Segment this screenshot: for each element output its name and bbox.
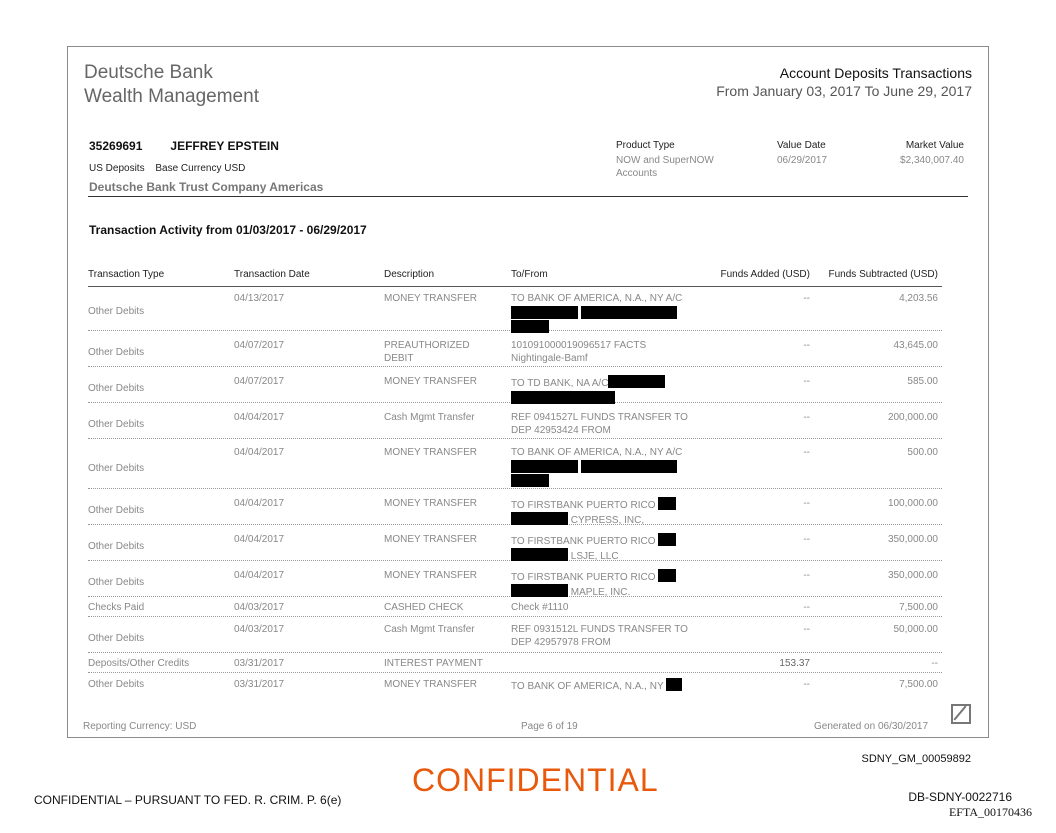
activity-heading	[89, 223, 367, 237]
redaction-block	[511, 460, 711, 473]
cell-type: Other Debits	[88, 463, 145, 474]
table-row	[88, 673, 942, 695]
table-row	[88, 367, 942, 403]
cell-type: Checks Paid	[88, 602, 145, 613]
cell-description: MONEY TRANSFER	[384, 376, 477, 387]
product-type-value	[616, 154, 714, 180]
cell-to-from	[511, 411, 711, 437]
cell-funds-subtracted: 350,000.00	[887, 534, 938, 545]
currency-value: USD	[224, 163, 246, 174]
cell-date: 04/07/2017	[234, 340, 285, 351]
activity-prefix: Transaction Activity from	[89, 223, 233, 237]
account-subline	[89, 163, 245, 174]
redaction-block	[666, 678, 682, 691]
product-type-label: Product Type	[616, 140, 675, 151]
cell-description: Cash Mgmt Transfer	[384, 624, 475, 635]
table-row	[88, 525, 942, 561]
brand-line-1: Deutsche Bank	[84, 62, 213, 83]
cell-funds-added: --	[803, 412, 810, 423]
cell-funds-subtracted: 200,000.00	[887, 412, 938, 423]
product-type-line-1: NOW and SuperNOW	[616, 155, 714, 166]
cell-type: Other Debits	[88, 505, 145, 516]
cell-funds-subtracted: 7,500.00	[899, 679, 938, 690]
brand-name	[84, 61, 259, 109]
to-from-line: TO BANK OF AMERICA, N.A., NY A/C	[511, 447, 683, 458]
cell-date: 03/31/2017	[234, 679, 285, 690]
cell-date: 04/04/2017	[234, 498, 285, 509]
product-type-line-2: Accounts	[616, 168, 658, 179]
redaction-block	[658, 533, 676, 546]
cell-to-from	[511, 533, 711, 563]
to-from-line: TO BANK OF AMERICA, N.A., NY	[511, 681, 664, 692]
cell-funds-added: --	[803, 679, 810, 690]
cell-date: 04/03/2017	[234, 602, 285, 613]
cell-funds-subtracted: 50,000.00	[893, 624, 938, 635]
to-from-line: TO TD BANK, NA A/C	[511, 378, 609, 389]
cell-date: 04/04/2017	[234, 534, 285, 545]
cell-funds-added: --	[803, 624, 810, 635]
table-row	[88, 561, 942, 597]
to-from-line: REF 0941527L FUNDS TRANSFER TO	[511, 412, 688, 423]
table-row	[88, 439, 942, 489]
cell-to-from	[511, 339, 711, 365]
cell-description: INTEREST PAYMENT	[384, 658, 483, 669]
cell-type: Other Debits	[88, 679, 145, 690]
table-row	[88, 489, 942, 525]
reporting-currency: Reporting Currency: USD	[83, 721, 197, 732]
cell-funds-subtracted: 7,500.00	[899, 602, 938, 613]
cell-type: Other Debits	[88, 419, 145, 430]
cell-funds-subtracted: 4,203.56	[899, 293, 938, 304]
cell-funds-subtracted: --	[931, 658, 938, 669]
confidential-rule-notice: CONFIDENTIAL – PURSUANT TO FED. R. CRIM. P. 6(e)	[34, 793, 342, 807]
cell-type: Other Debits	[88, 541, 145, 552]
to-from-line: TO BANK OF AMERICA, N.A., NY A/C	[511, 293, 683, 304]
redaction-block	[511, 474, 549, 487]
cell-to-from	[511, 446, 711, 487]
to-from-line: CYPRESS, INC,	[570, 515, 645, 526]
to-from-line: REF 0931512L FUNDS TRANSFER TO	[511, 624, 688, 635]
cell-date: 04/04/2017	[234, 570, 285, 581]
cell-description: CASHED CHECK	[384, 602, 464, 613]
table-row	[88, 331, 942, 367]
cell-type: Other Debits	[88, 633, 145, 644]
col-header-funds-subtracted: Funds Subtracted (USD)	[828, 269, 938, 280]
redaction-block	[658, 569, 676, 582]
cell-funds-subtracted: 350,000.00	[887, 570, 938, 581]
confidential-stamp: CONFIDENTIAL	[412, 762, 659, 798]
cell-type: Other Debits	[88, 347, 145, 358]
cell-funds-added: --	[803, 570, 810, 581]
table-row	[88, 653, 942, 673]
cell-funds-subtracted: 585.00	[907, 376, 938, 387]
report-period: From January 03, 2017 To June 29, 2017	[716, 83, 972, 99]
value-date: 06/29/2017	[777, 155, 828, 166]
cell-date: 04/04/2017	[234, 447, 285, 458]
report-title: Account Deposits Transactions	[779, 65, 972, 81]
redaction-block	[608, 375, 665, 388]
cell-to-from	[511, 292, 711, 333]
cell-funds-subtracted: 500.00	[907, 447, 938, 458]
cell-to-from: Check #1110	[511, 602, 569, 613]
redaction-block	[658, 497, 676, 510]
cell-funds-added: --	[803, 376, 810, 387]
to-from-line: Nightingale-Bamf	[511, 353, 588, 364]
to-from-line: DEP 42957978 FROM	[511, 637, 611, 648]
account-number: 35269691	[89, 139, 143, 153]
brand-line-2: Wealth Management	[84, 86, 259, 107]
deutsche-bank-logo-icon	[951, 704, 971, 724]
cell-funds-added: --	[803, 602, 810, 613]
to-from-line: TO FIRSTBANK PUERTO RICO	[511, 536, 656, 547]
db-sdny-bates: DB-SDNY-0022716	[908, 790, 1012, 804]
account-category: US Deposits	[89, 163, 145, 174]
cell-type: Other Debits	[88, 577, 145, 588]
cell-date: 03/31/2017	[234, 658, 285, 669]
cell-to-from	[511, 623, 711, 649]
cell-funds-added: --	[803, 293, 810, 304]
cell-description: MONEY TRANSFER	[384, 534, 477, 545]
col-header-date: Transaction Date	[234, 269, 310, 280]
activity-range: 01/03/2017 - 06/29/2017	[235, 223, 367, 237]
to-from-line: LSJE, LLC	[570, 551, 619, 562]
report-header	[716, 64, 972, 100]
cell-funds-added: --	[803, 498, 810, 509]
cell-date: 04/04/2017	[234, 412, 285, 423]
cell-funds-added: 153.37	[779, 658, 810, 669]
cell-description: MONEY TRANSFER	[384, 679, 477, 690]
redaction-block	[511, 548, 568, 561]
col-header-type: Transaction Type	[88, 269, 165, 280]
cell-funds-subtracted: 43,645.00	[893, 340, 938, 351]
sdny-gm-stamp: SDNY_GM_00059892	[861, 753, 971, 765]
table-row	[88, 597, 942, 617]
cell-to-from	[511, 497, 711, 527]
cell-date: 04/07/2017	[234, 376, 285, 387]
header-divider	[88, 196, 968, 197]
to-from-line: TO FIRSTBANK PUERTO RICO	[511, 572, 656, 583]
col-header-funds-added: Funds Added (USD)	[720, 269, 810, 280]
bank-name: Deutsche Bank Trust Company Americas	[89, 180, 324, 194]
redaction-block	[511, 512, 568, 525]
redaction-block	[511, 306, 711, 319]
cell-description: MONEY TRANSFER	[384, 498, 477, 509]
table-row	[88, 403, 942, 439]
cell-date: 04/03/2017	[234, 624, 285, 635]
cell-funds-added: --	[803, 340, 810, 351]
to-from-line: TO FIRSTBANK PUERTO RICO	[511, 500, 656, 511]
statement-page	[67, 46, 989, 738]
cell-date: 04/13/2017	[234, 293, 285, 304]
table-row	[88, 287, 942, 331]
cell-funds-added: --	[803, 447, 810, 458]
value-date-label: Value Date	[777, 140, 826, 151]
col-header-description: Description	[384, 269, 435, 280]
table-row	[88, 617, 942, 653]
redaction-block	[511, 584, 568, 597]
cell-funds-subtracted: 100,000.00	[887, 498, 938, 509]
account-line	[89, 139, 279, 153]
to-from-line: DEP 42953424 FROM	[511, 425, 611, 436]
market-value: $2,340,007.40	[900, 155, 964, 166]
currency-label: Base Currency	[155, 163, 222, 174]
cell-description: MONEY TRANSFER	[384, 570, 477, 581]
generated-date: Generated on 06/30/2017	[814, 721, 928, 732]
cell-to-from	[511, 569, 711, 599]
cell-type: Other Debits	[88, 306, 145, 317]
cell-to-from	[511, 375, 711, 404]
cell-type: Deposits/Other Credits	[88, 658, 190, 669]
efta-bates: EFTA_00170436	[948, 805, 1032, 819]
cell-description: PREAUTHORIZED DEBIT	[384, 340, 470, 364]
cell-description: MONEY TRANSFER	[384, 447, 477, 458]
to-from-line: MAPLE, INC.	[570, 587, 631, 598]
cell-to-from	[511, 678, 711, 693]
account-holder: JEFFREY EPSTEIN	[170, 139, 279, 153]
market-value-label: Market Value	[905, 140, 964, 151]
cell-type: Other Debits	[88, 383, 145, 394]
to-from-line: 101091000019096517 FACTS	[511, 340, 647, 351]
cell-description: Cash Mgmt Transfer	[384, 412, 475, 423]
cell-description: MONEY TRANSFER	[384, 293, 477, 304]
col-header-to-from: To/From	[511, 269, 548, 280]
page-number: Page 6 of 19	[521, 721, 578, 732]
cell-funds-added: --	[803, 534, 810, 545]
